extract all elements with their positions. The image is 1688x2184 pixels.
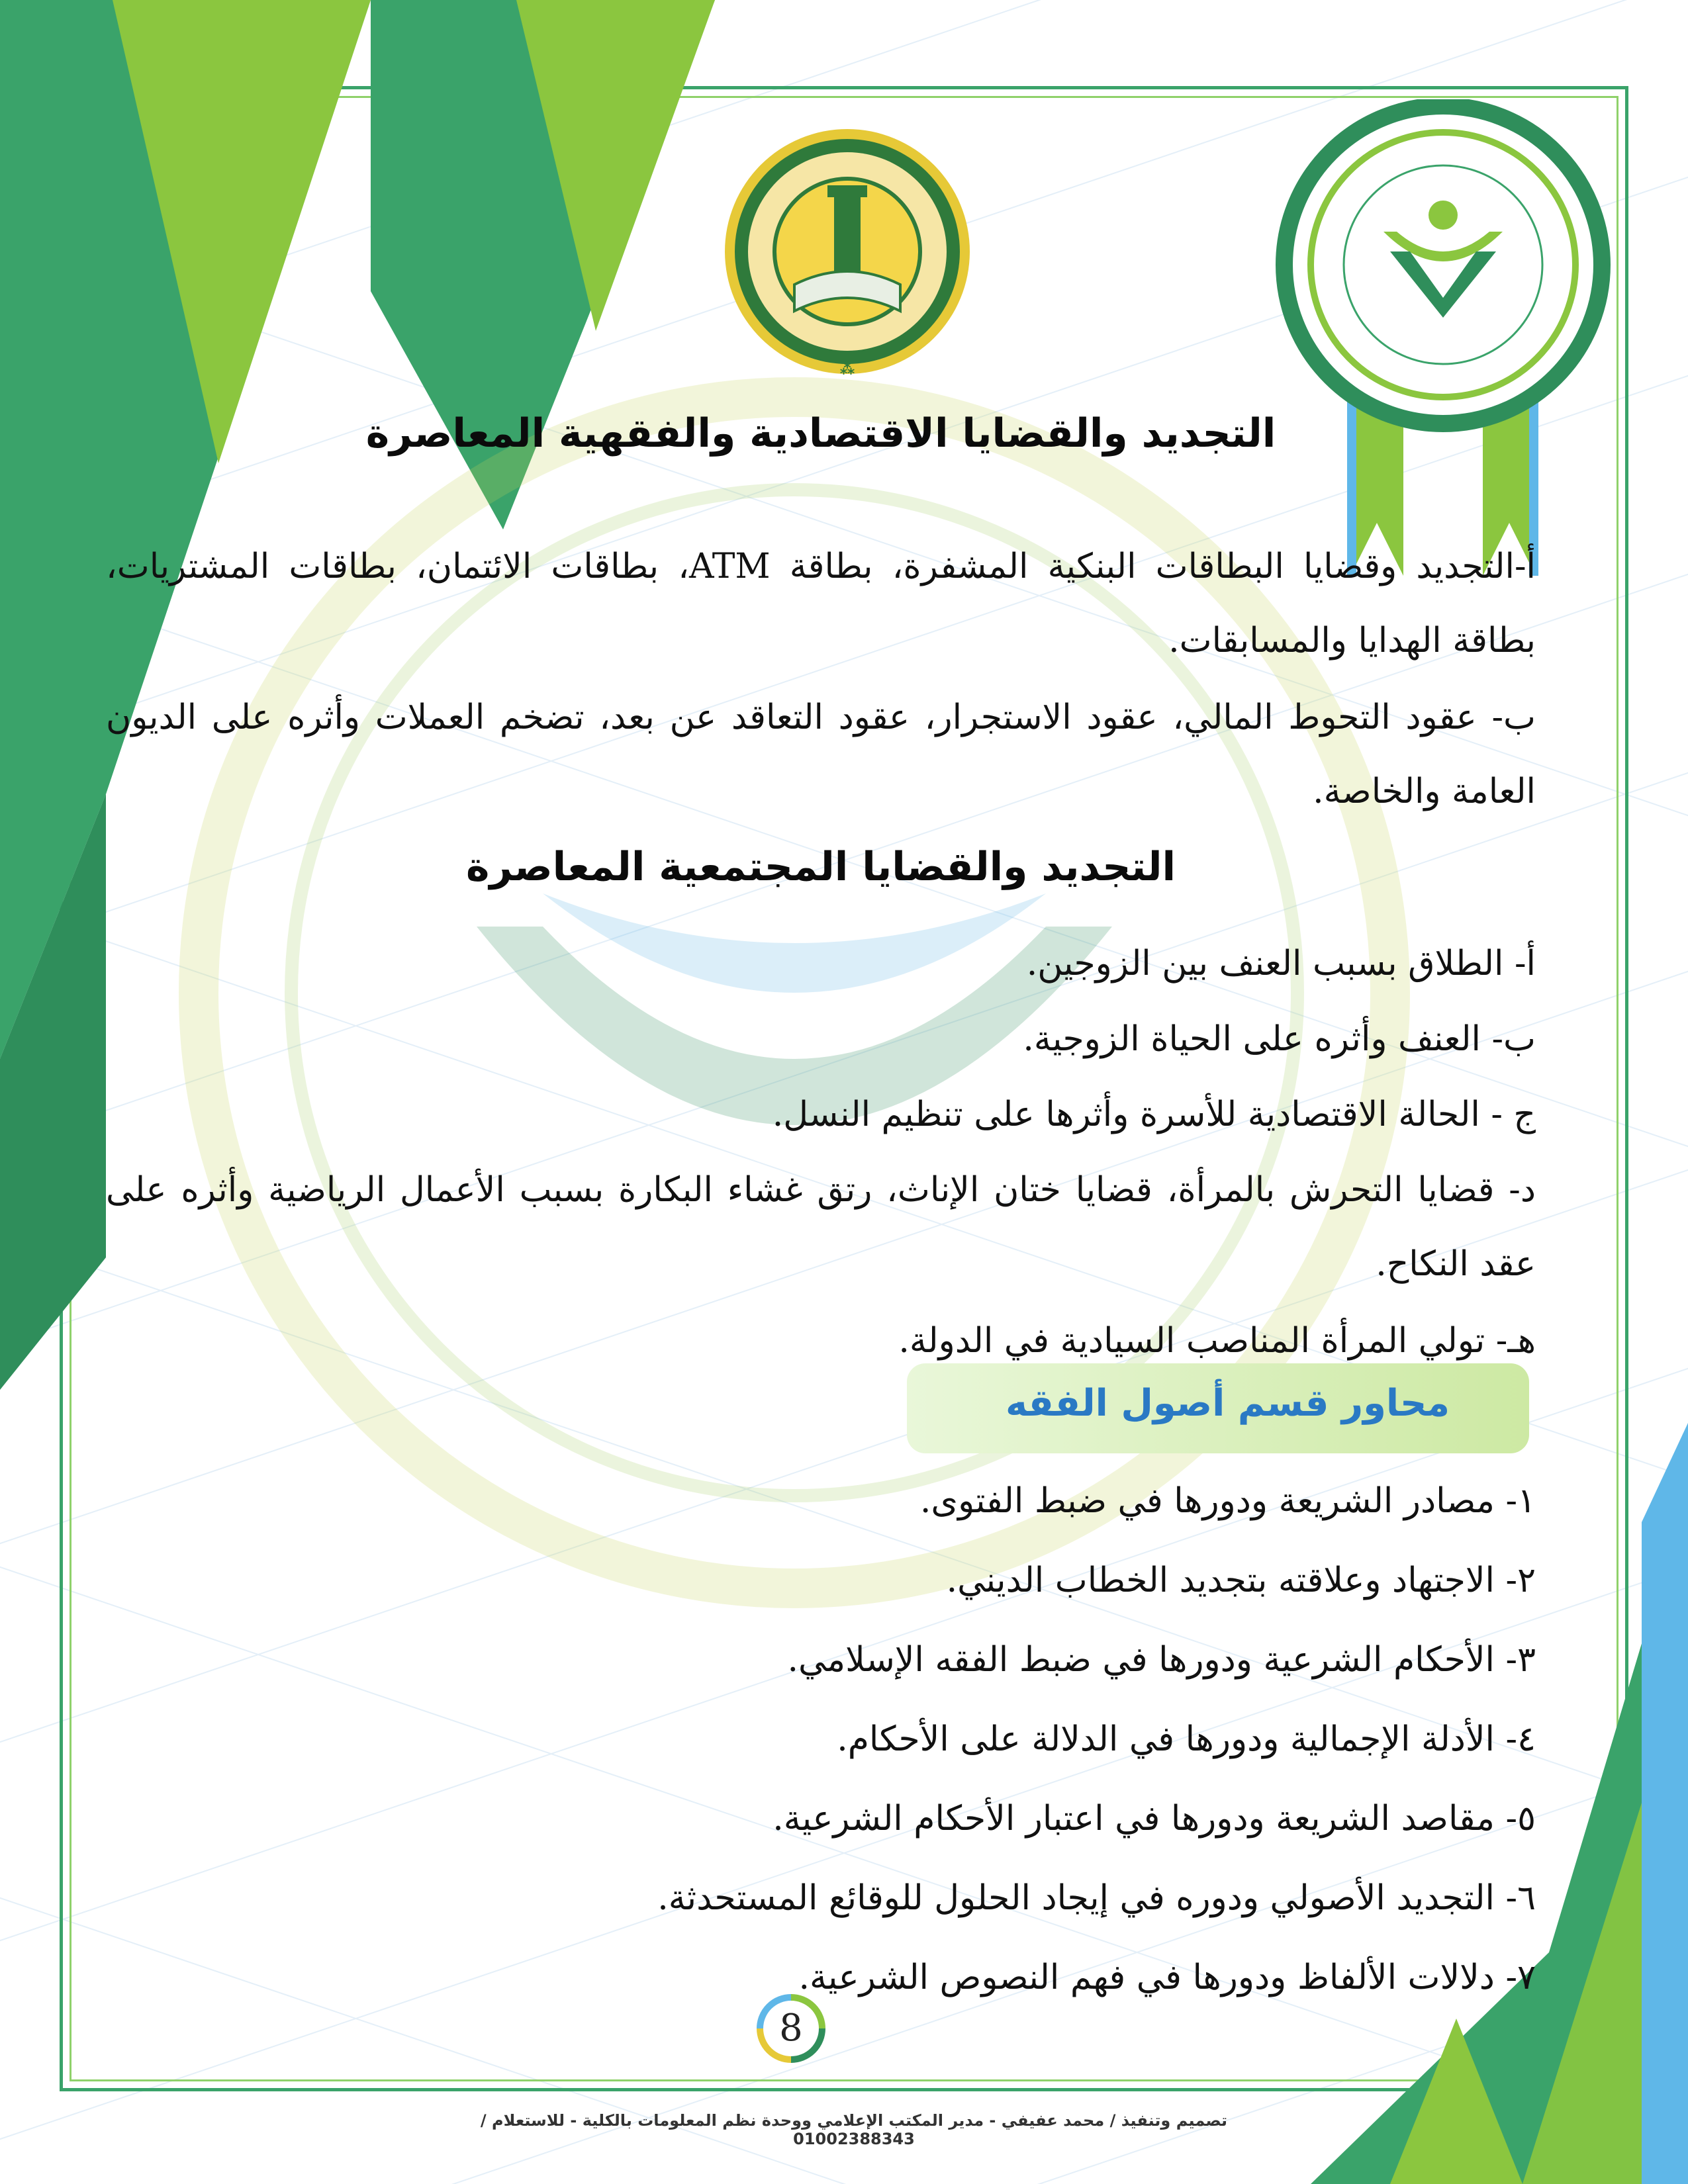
usul-item-7: ٧- دلالات الألفاظ ودورها في فهم النصوص الشرعية. — [798, 1958, 1536, 1997]
social-item-c: ج - الحالة الاقتصادية للأسرة وأثرها على تنظيم النسل. — [772, 1095, 1536, 1134]
usul-item-2: ٢- الاجتهاد وعلاقته بتجديد الخطاب الديني. — [946, 1561, 1536, 1600]
page-number: 8 — [779, 2007, 803, 2050]
usul-item-6: ٦- التجديد الأصولي ودوره في إيجاد الحلول للوقائع المستحدثة. — [657, 1878, 1536, 1918]
economic-item-b: ب- عقود التحوط المالي، عقود الاستجرار، عقود التعاقد عن بعد، تضخم العملات وأثره على الديون العامة والخاصة. — [106, 698, 1536, 811]
usul-item-5: ٥- مقاصد الشريعة ودورها في اعتبار الأحكام الشرعية. — [773, 1799, 1536, 1839]
social-item-a: أ- الطلاق بسبب العنف بين الزوجين. — [1026, 944, 1536, 983]
section-title-economic: التجديد والقضايا الاقتصادية والفقهية المعاصرة — [365, 410, 1276, 457]
usul-title-badge — [907, 1363, 1529, 1453]
usul-item-3: ٣- الأحكام الشرعية ودورها في ضبط الفقه الإسلامي. — [787, 1640, 1536, 1680]
usul-item-4: ٤- الأدلة الإجمالية ودورها في الدلالة على الأحكام. — [837, 1719, 1536, 1759]
usul-item-1: ١- مصادر الشريعة ودورها في ضبط الفتوى. — [919, 1481, 1536, 1521]
economic-item-a: أ-التجديد وقضايا البطاقات البنكية المشفرة، بطاقة ATM، بطاقات الائتمان، بطاقات المشتريات، بطاقة الهدايا والمسابقات. — [106, 547, 1536, 660]
section-title-social: التجديد والقضايا المجتمعية المعاصرة — [465, 844, 1176, 890]
social-item-e: هـ- تولي المرأة المناصب السيادية في الدولة. — [898, 1321, 1536, 1361]
footer-credit: تصميم وتنفيذ / محمد عفيفي - مدير المكتب الإعلامي ووحدة نظم المعلومات بالكلية - للاستعلام / 01002388343 — [480, 2111, 1228, 2148]
svg-text:⁂: ⁂ — [839, 361, 855, 378]
social-item-b: ب- العنف وأثره على الحياة الزوجية. — [1023, 1019, 1536, 1059]
usul-title: محاور قسم أصول الفقه — [1006, 1382, 1450, 1425]
page-number-badge — [755, 1992, 827, 2065]
college-logo — [715, 119, 980, 384]
social-item-d: د- قضايا التحرش بالمرأة، قضايا ختان الإناث، رتق غشاء البكارة بسبب الأعمال الرياضية وأثره على عقد النكاح. — [106, 1170, 1536, 1284]
